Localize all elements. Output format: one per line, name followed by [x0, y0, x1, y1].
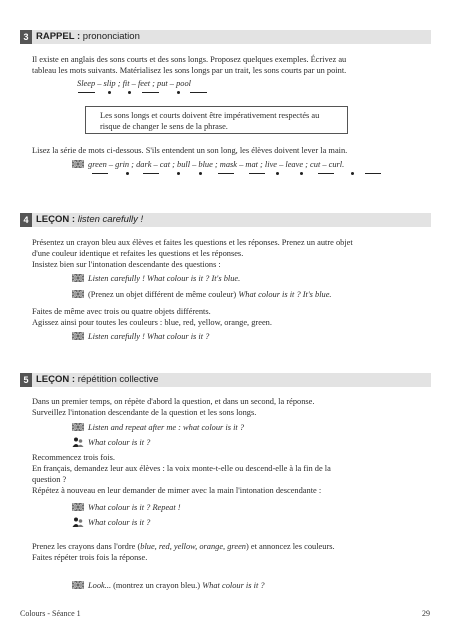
dialogue-line: Listen carefully ! What colour is it ? [72, 331, 432, 342]
paragraph: Présentez un crayon bleu aux élèves et faites les questions et les réponses. Prenez un autre objet d'une couleur identique et refaites les questions et les réponses. Insistez bien sur l'intonation descendante des questions : [32, 238, 353, 269]
students-icon [72, 517, 84, 527]
uk-flag-icon [72, 290, 84, 298]
dialogue-line: What colour is it ? Repeat ! [72, 502, 432, 513]
uk-flag-icon [72, 503, 84, 511]
section-3-header [20, 30, 431, 44]
paragraph: Prenez les crayons dans l'ordre (blue, red, yellow, orange, green) et annoncez les couleurs. Faites répéter trois fois la réponse. [32, 542, 335, 562]
dialogue-line: Listen carefully ! What colour is it ? It's blue. [72, 273, 432, 284]
section-title: LEÇON : répétition collective [36, 374, 159, 385]
paragraph: Dans un premier temps, on répète d'abord la question, et dans un second, la réponse. Surveillez l'intonation descendante de la question et les sons longs. [32, 397, 315, 417]
paragraph: Faites de même avec trois ou quatre objets différents. Agissez ainsi pour toutes les couleurs : blue, red, yellow, orange, green. [32, 307, 272, 327]
section-number: 4 [20, 213, 32, 227]
section-number: 3 [20, 30, 32, 44]
section-5-header [20, 373, 431, 387]
dialogue-line: What colour is it ? [72, 437, 432, 448]
dialogue-line: What colour is it ? [72, 517, 432, 528]
section-number: 5 [20, 373, 32, 387]
section-title: LEÇON : listen carefully ! [36, 214, 144, 225]
example-words: Sleep – slip ; fit – feet ; put – pool [77, 79, 191, 88]
uk-flag-icon [72, 332, 84, 340]
uk-flag-icon [72, 423, 84, 431]
section-4-header [20, 213, 431, 227]
section-title: RAPPEL : prononciation [36, 31, 140, 42]
paragraph: Lisez la série de mots ci-dessous. S'ils entendent un son long, les élèves doivent lever la main. [32, 146, 348, 155]
page-number: 29 [422, 609, 430, 618]
dialogue-line: Listen and repeat after me : what colour is it ? [72, 422, 432, 433]
uk-flag-icon [72, 274, 84, 282]
uk-flag-icon [72, 160, 84, 168]
uk-flag-icon [72, 581, 84, 589]
students-icon [72, 437, 84, 447]
paragraph: Il existe en anglais des sons courts et des sons longs. Proposez quelques exemples. Écrivez au tableau les mots suivants. Matérialisez les sons longs par un trait, les sons courts par un point. [32, 55, 347, 75]
footer-title: Colours - Séance 1 [20, 609, 81, 618]
dialogue-line: Look... (montrez un crayon bleu.) What colour is it ? [72, 580, 432, 591]
word-series: green – grin ; dark – cat ; bull – blue ; mask – mat ; live – leave ; cut – curl. [72, 159, 432, 170]
dialogue-line: (Prenez un objet différent de même couleur) What colour is it ? It's blue. [72, 289, 432, 300]
paragraph: Recommencez trois fois. En français, demandez leur aux élèves : la voix monte-t-elle ou descend-elle à la fin de la question ? Répétez à nouveau en leur demander de mimer avec la main l'intonation descendante : [32, 453, 331, 495]
note-box: Les sons longs et courts doivent être impérativement respectés au risque de changer le sens de la phrase. [85, 106, 348, 134]
